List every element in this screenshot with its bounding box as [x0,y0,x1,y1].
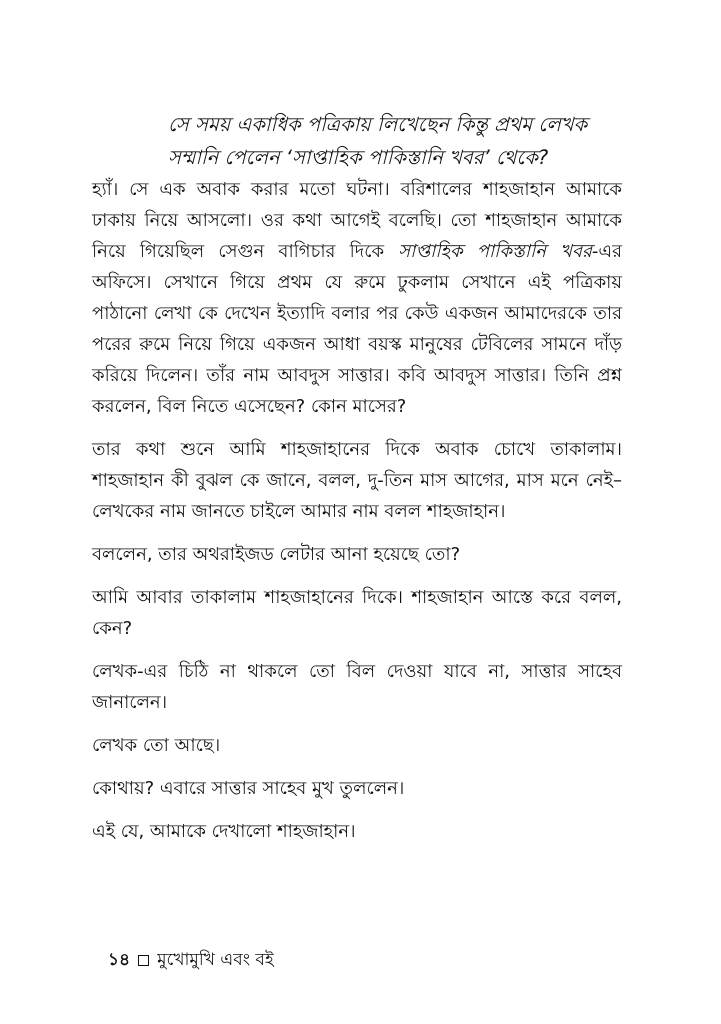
answer-body [92,174,622,847]
paragraph-3: বললেন, তার অথরাইজড লেটার আনা হয়েছে তো? [92,544,461,565]
interview-question [168,108,638,174]
paragraph-1-part-b: -এর অফিসে। সেখানে গিয়ে প্রথম যে রুমে ঢুকলাম সেখানে এই পত্রিকায় পাঠানো লেখা কে দেখেন ইত্যাদি বলার পর কেউ একজন আমাদেরকে তার পরের রুমে নিয়ে গিয়ে একজন আধা বয়স্ক মানুষের টেবিলের সামনে দাঁড় করিয়ে দিলেন। তাঁর নাম আবদুস সাত্তার। কবি আবদুস সাত্তার। তিনি প্রশ্ন করলেন, বিল নিতে এসেছেন? কোন মাসের? [92,241,622,417]
paragraph-1-part-a: হ্যাঁ। সে এক অবাক করার মতো ঘটনা। বরিশালের শাহজাহান আমাকে ঢাকায় নিয়ে আসলো। ওর কথা আগেই বলেছি। তো শাহজাহান আমাকে নিয়ে গিয়েছিল সেগুন বাগিচার দিকে [92,179,622,262]
newspaper-name: সাপ্তাহিক পাকিস্তানি খবর [398,241,592,262]
paragraph-7: কোথায়? এবারে সাত্তার সাহেব মুখ তুললেন। [92,778,405,799]
page-footer [108,948,274,972]
paragraph-2: তার কথা শুনে আমি শাহজাহানের দিকে অবাক চোখে তাকালাম। শাহজাহান কী বুঝল কে জানে, বলল, দু-তিন মাস আগের, মাস মনে নেই–লেখকের নাম জানতে চাইলে আমার নাম বলল শাহজাহান। [92,439,622,522]
paragraph-4: আমি আবার তাকালাম শাহজাহানের দিকে। শাহজাহান আস্তে করে বলল, কেন? [92,587,622,639]
question-line-2: সম্মানি পেলেন ‘সাপ্তাহিক পাকিস্তানি খবর’ থেকে? [168,146,549,169]
square-separator-icon [138,955,149,966]
paragraph-5: লেখক-এর চিঠি না থাকলে তো বিল দেওয়া যাবে না, সাত্তার সাহেব জানালেন। [92,661,622,713]
running-title: মুখোমুখি এবং বই [157,950,274,970]
page-number: ১৪ [108,950,131,970]
paragraph-1 [92,174,622,422]
paragraph-6: লেখক তো আছে। [92,735,221,756]
paragraph-8: এই যে, আমাকে দেখালো শাহজাহান। [92,821,356,842]
question-line-1: সে সময় একাধিক পত্রিকায় লিখেছেন কিন্তু প্রথম লেখক [168,113,588,136]
